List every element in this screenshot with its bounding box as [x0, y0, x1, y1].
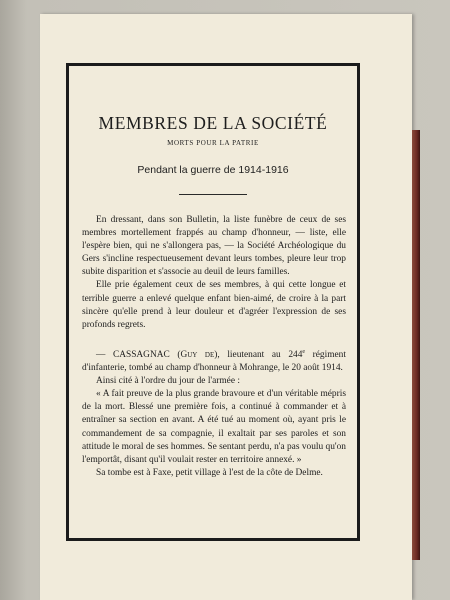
member-entry-header — [82, 349, 346, 375]
member-entry — [82, 349, 346, 480]
period-heading: Pendant la guerre de 1914-1916 — [137, 164, 289, 176]
ordinal-suffix: e — [302, 348, 306, 355]
section-divider — [179, 194, 247, 195]
member-service-cont: régiment d'infanterie, tombé au champ d'honneur à Mohrange, le 20 août 1914. — [82, 350, 346, 374]
mourning-border-frame — [66, 63, 360, 541]
page-subtitle: MORTS POUR LA PATRIE — [167, 139, 259, 147]
page-title: MEMBRES DE LA SOCIÉTÉ — [98, 113, 328, 133]
intro-paragraph: Elle prie également ceux de ses membres, à qui cette longue et terrible guerre a enlevé quelque enfant bien-aimé, de croire à la part sincère qu'elle prend à leur douleur et d'agréer l'expression de ses profonds regrets. — [82, 280, 346, 330]
citation-intro: Ainsi cité à l'ordre du jour de l'armée : — [96, 376, 240, 387]
intro-text — [82, 214, 346, 332]
member-name-particle: (Guy de), — [169, 350, 220, 360]
book-fore-edge — [412, 130, 420, 560]
citation-text: « A fait preuve de la plus grande bravoure et d'un véritable mépris de la mort. Blessé une première fois, a continué à commander et à entraîner sa section en avant. A été tué au moment où, ayant pris le commandement de sa compagnie, il exaltait par ses paroles et son attitude le moral de ses hommes. Se sentant perdu, n'a pas voulu qu'on l'emportât, disant qu'il voulait rester en territoire annexé. » — [82, 389, 346, 465]
member-name: — CASSAGNAC — [96, 350, 170, 360]
intro-paragraph: En dressant, dans son Bulletin, la liste funèbre de ceux de ses membres mortellement frappés au champ d'honneur, — liste, elle l'espère bien, qui ne s'allongera pas, — la Société Archéologique du Gers s'incline respectueusement devant leurs tombes, pleure leur trop subite disparition et s'associe au deuil de leurs familles. — [82, 215, 346, 278]
member-service: lieutenant au 244 — [219, 350, 303, 360]
burial-note: Sa tombe est à Faxe, petit village à l'est de la côte de Delme. — [96, 467, 323, 478]
